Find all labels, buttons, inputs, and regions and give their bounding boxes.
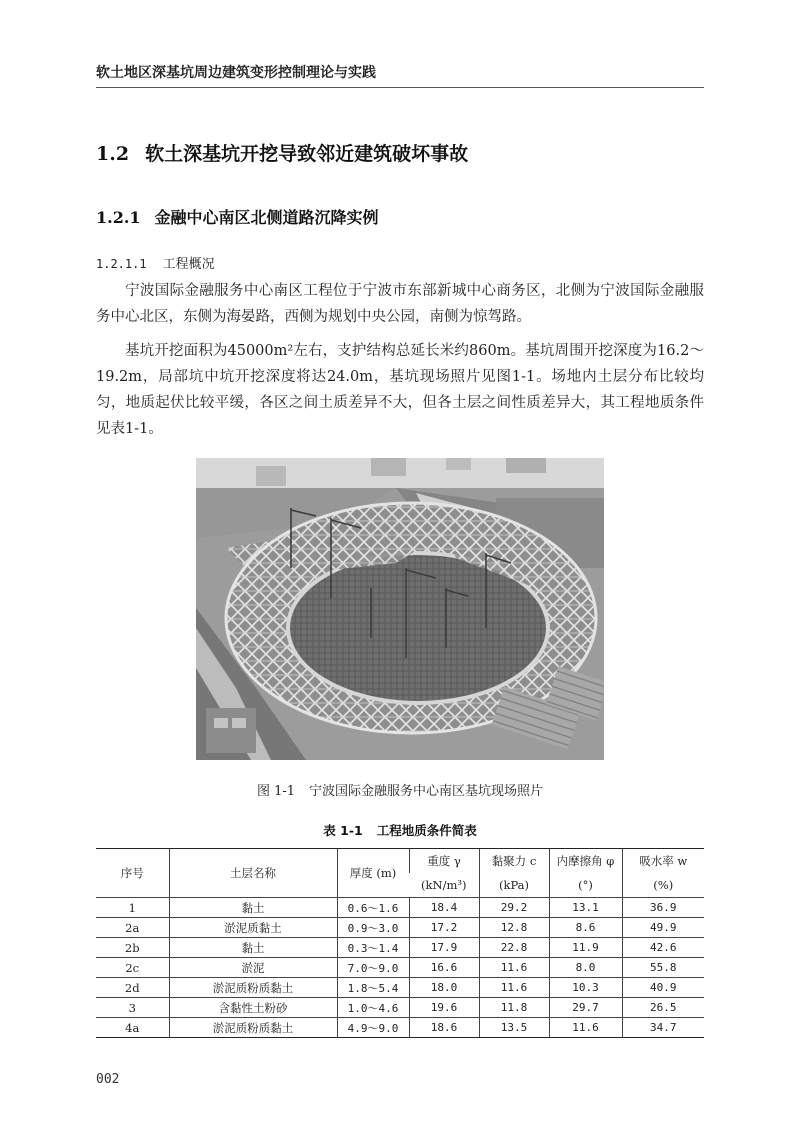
subsubsection-title-text: 工程概况	[162, 257, 215, 272]
header-cohesion-unit: (kPa)	[479, 873, 549, 898]
cell-unit-weight: 17.2	[409, 918, 479, 938]
header-rule	[96, 87, 704, 88]
cell-soil-name: 黏土	[169, 898, 337, 918]
cell-unit-weight: 16.6	[409, 958, 479, 978]
header-soil-name: 土层名称	[169, 849, 337, 898]
cell-thickness: 7.0～9.0	[337, 958, 409, 978]
cell-thickness: 1.8～5.4	[337, 978, 409, 998]
cell-friction: 10.3	[549, 978, 622, 998]
header-thickness: 厚度 (m)	[337, 849, 409, 898]
cell-water: 42.6	[622, 938, 704, 958]
cell-thickness: 0.6～1.6	[337, 898, 409, 918]
cell-soil-name: 含黏性土粉砂	[169, 998, 337, 1018]
cell-cohesion: 11.6	[479, 958, 549, 978]
subsection-title	[96, 205, 379, 228]
cell-friction: 29.7	[549, 998, 622, 1018]
header-unit-weight-unit: (kN/m³)	[409, 873, 479, 898]
cell-cohesion: 11.8	[479, 998, 549, 1018]
cell-soil-name: 淤泥质粉质黏土	[169, 1018, 337, 1038]
cell-soil-name: 淤泥质粉质黏土	[169, 978, 337, 998]
cell-water: 36.9	[622, 898, 704, 918]
header-friction-unit: (°)	[549, 873, 622, 898]
table-row	[96, 918, 704, 938]
figure-label: 图 1-1	[256, 784, 296, 799]
cell-cohesion: 11.6	[479, 978, 549, 998]
cell-water: 34.7	[622, 1018, 704, 1038]
cell-friction: 8.0	[549, 958, 622, 978]
subsection-title-text: 金融中心南区北侧道路沉降实例	[154, 208, 379, 227]
cell-index: 2c	[96, 958, 169, 978]
cell-index: 1	[96, 898, 169, 918]
cell-water: 40.9	[622, 978, 704, 998]
paragraph-excavation-details: 基坑开挖面积为45000m²左右，支护结构总延长米约860m。基坑周围开挖深度为16.2～19.2m，局部坑中坑开挖深度将达24.0m，基坑现场照片见图1-1。场地内土层分布比较均匀，地质起伏比较平缓，各区之间土质差异不大，但各土层之间性质差异大，其工程地质条件见表1-1。	[96, 343, 704, 437]
cell-friction: 8.6	[549, 918, 622, 938]
cell-index: 2a	[96, 918, 169, 938]
cell-water: 49.9	[622, 918, 704, 938]
geology-table	[96, 848, 704, 1038]
table-row	[96, 938, 704, 958]
cell-friction: 13.1	[549, 898, 622, 918]
cell-thickness: 0.9～3.0	[337, 918, 409, 938]
table-row	[96, 998, 704, 1018]
header-friction: 内摩擦角 φ	[549, 849, 622, 874]
cell-cohesion: 13.5	[479, 1018, 549, 1038]
cell-thickness: 0.3～1.4	[337, 938, 409, 958]
table-caption	[0, 821, 800, 839]
cell-soil-name: 淤泥	[169, 958, 337, 978]
cell-index: 2b	[96, 938, 169, 958]
table-row	[96, 1018, 704, 1038]
subsubsection-number: 1.2.1.1	[96, 257, 147, 271]
cell-cohesion: 12.8	[479, 918, 549, 938]
running-header: 软土地区深基坑周边建筑变形控制理论与实践	[96, 65, 376, 81]
section-title-text: 软土深基坑开挖导致邻近建筑破坏事故	[145, 143, 469, 165]
header-unit-weight: 重度 γ	[409, 849, 479, 874]
page-number: 002	[96, 1072, 120, 1087]
figure-caption-text: 宁波国际金融服务中心南区基坑现场照片	[309, 784, 544, 799]
figure-caption	[0, 780, 800, 799]
cell-index: 3	[96, 998, 169, 1018]
cell-unit-weight: 18.6	[409, 1018, 479, 1038]
section-number: 1.2	[96, 143, 130, 165]
subsection-number: 1.2.1	[96, 208, 141, 227]
table-caption-text: 工程地质条件简表	[376, 823, 477, 838]
cell-cohesion: 22.8	[479, 938, 549, 958]
cell-friction: 11.9	[549, 938, 622, 958]
table-row	[96, 898, 704, 918]
table-row	[96, 958, 704, 978]
header-water: 吸水率 w	[622, 849, 704, 874]
cell-index: 2d	[96, 978, 169, 998]
cell-unit-weight: 18.0	[409, 978, 479, 998]
cell-unit-weight: 17.9	[409, 938, 479, 958]
header-water-unit: (%)	[622, 873, 704, 898]
header-index: 序号	[96, 849, 169, 898]
cell-unit-weight: 18.4	[409, 898, 479, 918]
cell-friction: 11.6	[549, 1018, 622, 1038]
cell-soil-name: 淤泥质黏土	[169, 918, 337, 938]
cell-thickness: 4.9～9.0	[337, 1018, 409, 1038]
table-row	[96, 978, 704, 998]
cell-water: 26.5	[622, 998, 704, 1018]
cell-water: 55.8	[622, 958, 704, 978]
cell-thickness: 1.0～4.6	[337, 998, 409, 1018]
cell-unit-weight: 19.6	[409, 998, 479, 1018]
paragraph-project-location: 宁波国际金融服务中心南区工程位于宁波市东部新城中心商务区，北侧为宁波国际金融服务中心北区，东侧为海晏路，西侧为规划中央公园，南侧为惊驾路。	[96, 283, 704, 325]
table-label: 表 1-1	[323, 823, 363, 838]
cell-cohesion: 29.2	[479, 898, 549, 918]
header-cohesion: 黏聚力 c	[479, 849, 549, 874]
cell-index: 4a	[96, 1018, 169, 1038]
section-title	[96, 139, 468, 166]
cell-soil-name: 黏土	[169, 938, 337, 958]
subsubsection-title	[96, 253, 215, 272]
excavation-site-photo	[196, 458, 604, 760]
